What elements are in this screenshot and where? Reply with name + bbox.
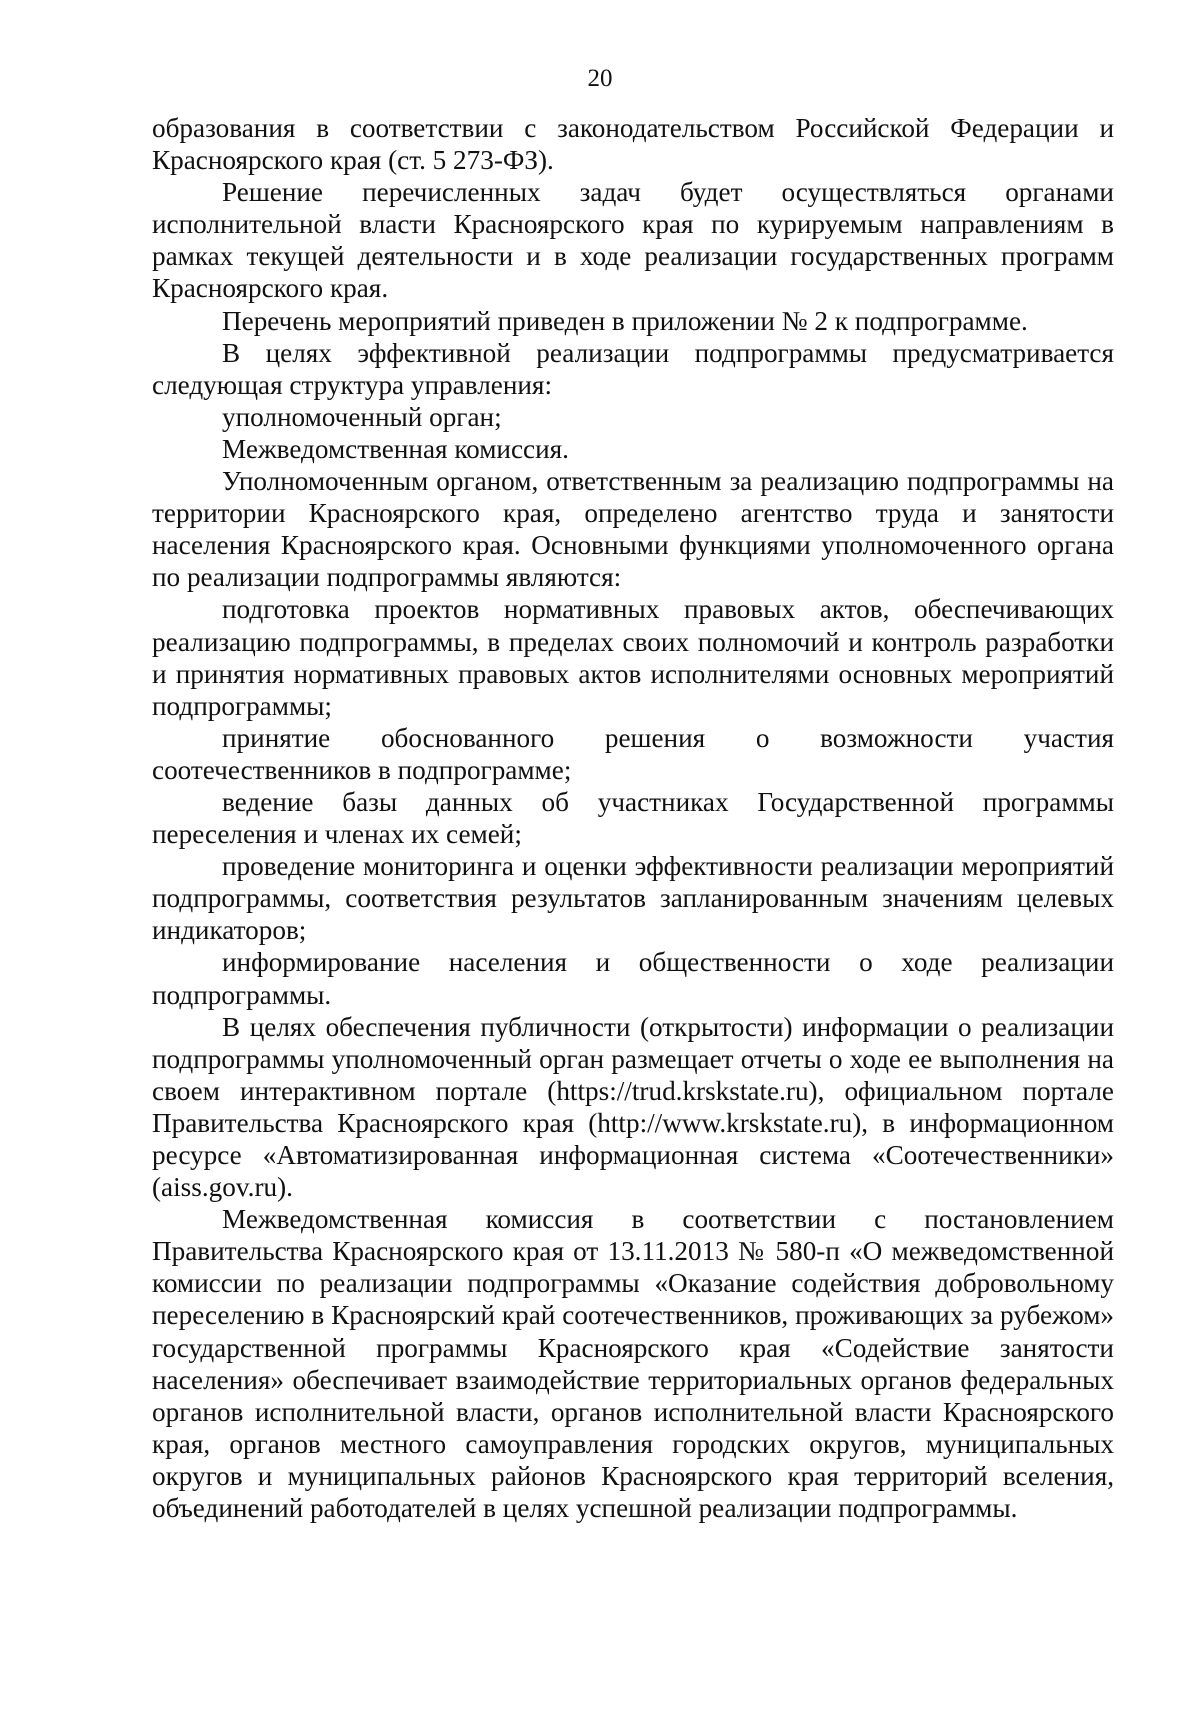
paragraph-9: принятие обоснованного решения о возможности участия соотечественников в подпрограмме;: [152, 722, 1114, 785]
paragraph-11: проведение мониторинга и оценки эффективности реализации мероприятий подпрограммы, соответствия результатов запланированным значениям целевых индикаторов;: [152, 851, 1114, 946]
paragraph-13: В целях обеспечения публичности (открытости) информации о реализации подпрограммы уполномоченный орган размещает отчеты о ходе ее выполнения на своем интерактивном портале (https://trud.krskstate.ru), официальном портале Правительства Красноярского края (http://www.krskstate.ru), в информационном ресурсе «Автоматизированная информационная система «Соотечественники» (aiss.gov.ru).: [152, 1011, 1114, 1203]
paragraph-12: информирование населения и общественности о ходе реализации подпрограммы.: [152, 947, 1114, 1010]
paragraph-6: Межведомственная комиссия.: [222, 433, 569, 464]
paragraph-14: Межведомственная комиссия в соответствии с постановлением Правительства Красноярского края от 13.11.2013 № 580-п «О межведомственной комиссии по реализации подпрограммы «Оказание содействия добровольному переселению в Красноярский край соотечественников, проживающих за рубежом» государственной программы Красноярского края «Содействие занятости населения» обеспечивает взаимодействие территориальных органов федеральных органов исполнительной власти, органов исполнительной власти Красноярского края, органов местного самоуправления городских округов, муниципальных округов и муниципальных районов Красноярского края территорий вселения, объединений работодателей в целях успешной реализации подпрограммы.: [152, 1204, 1114, 1524]
paragraph-5: уполномоченный орган;: [222, 401, 502, 432]
paragraph-8: подготовка проектов нормативных правовых актов, обеспечивающих реализацию подпрограммы, в пределах своих полномочий и контроль разработки и принятия нормативных правовых актов исполнителями основных мероприятий подпрограммы;: [152, 594, 1114, 721]
paragraph-3: Перечень мероприятий приведен в приложении № 2 к подпрограмме.: [222, 305, 1028, 336]
paragraph-2: Решение перечисленных задач будет осуществляться органами исполнительной власти Красноярского края по курируемым направлениям в рамках текущей деятельности и в ходе реализации государственных программ Красноярского края.: [152, 177, 1114, 304]
paragraph-4: В целях эффективной реализации подпрограммы предусматривается следующая структура управления:: [152, 337, 1114, 400]
paragraph-7: Уполномоченным органом, ответственным за реализацию подпрограммы на территории Красноярского края, определено агентство труда и занятости населения Красноярского края. Основными функциями уполномоченного органа по реализации подпрограммы являются:: [152, 466, 1114, 593]
document-body: [152, 112, 1114, 1524]
page-number: 20: [587, 65, 613, 92]
paragraph-1: образования в соответствии с законодательством Российской Федерации и Красноярского края (ст. 5 273-ФЗ).: [152, 113, 1114, 176]
paragraph-10: ведение базы данных об участниках Государственной программы переселения и членах их семей;: [152, 786, 1114, 850]
